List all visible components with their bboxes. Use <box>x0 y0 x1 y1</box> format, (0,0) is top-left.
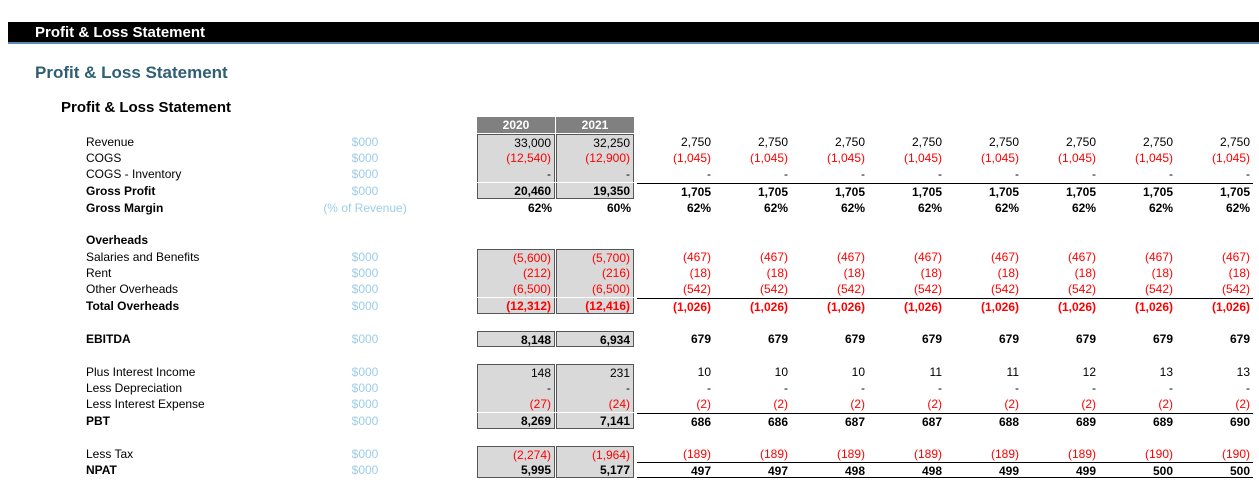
value-cell[interactable]: (18) <box>689 266 711 280</box>
table-row <box>0 364 1259 380</box>
value-cell[interactable]: - <box>1015 167 1019 181</box>
value-cell[interactable]: (542) <box>682 282 711 296</box>
value-cell[interactable]: 33,000 <box>477 134 555 150</box>
value-cell[interactable]: (1,026) <box>1099 298 1176 314</box>
value-cell[interactable]: (1,045) <box>980 151 1019 165</box>
value-cell[interactable]: 1,705 <box>1176 183 1253 199</box>
value-cell[interactable]: - <box>1092 381 1096 395</box>
section-title: Profit & Loss Statement <box>35 63 228 82</box>
value-cell[interactable]: 62% <box>1225 201 1250 215</box>
value-cell[interactable]: 686 <box>714 413 791 429</box>
value-cell[interactable]: 5,995 <box>477 462 555 478</box>
value-cell[interactable]: - <box>861 167 865 181</box>
value-cell[interactable]: (1,045) <box>1134 151 1173 165</box>
value-cell[interactable]: 687 <box>791 413 868 429</box>
value-cell[interactable]: - <box>1246 167 1250 181</box>
table-row <box>0 380 1259 396</box>
value-cell[interactable]: - <box>938 167 942 181</box>
value-cell[interactable]: 231 <box>556 364 634 380</box>
value-cell[interactable]: 10 <box>851 365 865 379</box>
row-unit: $000 <box>351 447 379 461</box>
value-cell[interactable]: 2,750 <box>1142 135 1173 149</box>
row-label: Less Tax <box>86 447 134 461</box>
value-cell[interactable]: - <box>707 381 711 395</box>
row-label: Salaries and Benefits <box>86 250 200 264</box>
row-unit: $000 <box>351 365 379 379</box>
value-cell[interactable]: (1,026) <box>945 298 1022 314</box>
row-unit: $000 <box>351 463 379 477</box>
value-cell[interactable]: 62% <box>686 201 711 215</box>
value-cell[interactable]: 1,705 <box>1022 183 1099 199</box>
table-row <box>0 396 1259 412</box>
table-row <box>0 166 1259 182</box>
value-cell[interactable]: (2) <box>1004 397 1019 411</box>
value-cell[interactable]: 32,250 <box>556 134 634 150</box>
row-unit: $000 <box>351 184 379 198</box>
value-cell[interactable]: - <box>556 166 634 182</box>
value-cell[interactable]: - <box>556 380 634 396</box>
value-cell[interactable]: (2) <box>696 397 711 411</box>
value-cell[interactable]: - <box>707 167 711 181</box>
year-header-2021: 2021 <box>556 117 634 133</box>
value-cell[interactable]: 689 <box>1099 413 1176 429</box>
row-label: Gross Margin <box>86 201 164 215</box>
value-cell[interactable]: (2) <box>1235 397 1250 411</box>
table-row <box>0 298 1259 314</box>
row-label: EBITDA <box>86 332 131 346</box>
value-cell[interactable]: 6,934 <box>556 331 634 347</box>
value-cell[interactable]: - <box>1246 381 1250 395</box>
value-cell[interactable]: 62% <box>1148 201 1173 215</box>
value-cell[interactable]: (18) <box>1228 266 1250 280</box>
value-cell[interactable]: (5,700) <box>556 249 634 265</box>
value-cell[interactable]: 498 <box>868 462 945 478</box>
row-label: Overheads <box>86 233 149 247</box>
row-unit: $000 <box>351 167 379 181</box>
table-row <box>0 413 1259 429</box>
value-cell[interactable]: (189) <box>990 447 1019 461</box>
value-cell[interactable]: (12,416) <box>556 298 634 314</box>
value-cell[interactable]: (1,026) <box>1176 298 1253 314</box>
row-label: COGS - Inventory <box>86 167 182 181</box>
table-row <box>0 331 1259 347</box>
row-label: Gross Profit <box>86 184 156 198</box>
row-label: Less Depreciation <box>86 381 183 395</box>
value-cell[interactable]: (18) <box>766 266 788 280</box>
value-cell[interactable]: (2) <box>1081 397 1096 411</box>
value-cell[interactable]: - <box>1092 167 1096 181</box>
row-label: Revenue <box>86 135 135 149</box>
value-cell[interactable]: 690 <box>1176 413 1253 429</box>
value-cell[interactable]: 1,705 <box>868 183 945 199</box>
row-unit: $000 <box>351 381 379 395</box>
value-cell[interactable]: (467) <box>759 250 788 264</box>
value-cell[interactable]: 62% <box>917 201 942 215</box>
value-cell[interactable]: (467) <box>682 250 711 264</box>
value-cell[interactable]: 5,177 <box>556 462 634 478</box>
value-cell[interactable]: 679 <box>1229 332 1250 346</box>
value-cell[interactable]: (18) <box>1074 266 1096 280</box>
value-cell[interactable]: (216) <box>556 265 634 281</box>
value-cell[interactable]: - <box>1015 381 1019 395</box>
value-cell[interactable]: 1,705 <box>637 183 714 199</box>
value-cell[interactable]: 148 <box>477 364 555 380</box>
value-cell[interactable]: 19,350 <box>556 183 634 199</box>
value-cell[interactable]: (18) <box>920 266 942 280</box>
row-unit: $000 <box>351 151 379 165</box>
value-cell[interactable]: (18) <box>1151 266 1173 280</box>
value-cell[interactable]: (1,045) <box>749 151 788 165</box>
value-cell[interactable]: (1,045) <box>826 151 865 165</box>
value-cell[interactable]: (542) <box>913 282 942 296</box>
row-unit: $000 <box>351 250 379 264</box>
value-cell[interactable]: - <box>1169 381 1173 395</box>
value-cell[interactable]: 13 <box>1159 365 1173 379</box>
value-cell[interactable]: (24) <box>556 396 634 412</box>
value-cell[interactable]: 60% <box>606 201 631 215</box>
row-unit: $000 <box>351 282 379 296</box>
year-header-2020: 2020 <box>477 117 555 133</box>
value-cell[interactable]: 10 <box>774 365 788 379</box>
value-cell[interactable]: 62% <box>527 201 552 215</box>
value-cell[interactable]: 62% <box>840 201 865 215</box>
value-cell[interactable]: 686 <box>637 413 714 429</box>
value-cell[interactable]: 500 <box>1099 462 1176 478</box>
table-row <box>0 232 1259 248</box>
value-cell[interactable]: (1,045) <box>903 151 942 165</box>
value-cell[interactable]: (2) <box>1158 397 1173 411</box>
value-cell[interactable]: 679 <box>690 332 711 346</box>
sheet-banner <box>8 22 1259 44</box>
value-cell[interactable]: (12,900) <box>556 150 634 166</box>
value-cell[interactable]: (18) <box>843 266 865 280</box>
table-row <box>0 200 1259 216</box>
table-row <box>0 150 1259 166</box>
value-cell[interactable]: 679 <box>1075 332 1096 346</box>
row-unit: $000 <box>351 332 379 346</box>
value-cell[interactable]: 10 <box>697 365 711 379</box>
value-cell[interactable]: (467) <box>990 250 1019 264</box>
value-cell[interactable]: (542) <box>1221 282 1250 296</box>
value-cell[interactable]: 1,705 <box>714 183 791 199</box>
value-cell[interactable]: 2,750 <box>757 135 788 149</box>
value-cell[interactable]: (542) <box>759 282 788 296</box>
value-cell[interactable]: 62% <box>994 201 1019 215</box>
value-cell[interactable]: (542) <box>1067 282 1096 296</box>
value-cell[interactable]: 11 <box>1006 365 1019 379</box>
value-cell[interactable]: (27) <box>477 396 555 412</box>
sub-title: Profit & Loss Statement <box>61 99 232 116</box>
value-cell[interactable]: (1,045) <box>1057 151 1096 165</box>
row-label: COGS <box>86 151 122 165</box>
value-cell[interactable]: (1,026) <box>637 298 714 314</box>
value-cell[interactable]: 2,750 <box>911 135 942 149</box>
row-label: NPAT <box>86 463 117 477</box>
value-cell[interactable]: 499 <box>1022 462 1099 478</box>
row-unit: $000 <box>351 414 379 428</box>
value-cell[interactable]: - <box>477 166 555 182</box>
value-cell[interactable]: (5,600) <box>477 249 555 265</box>
value-cell[interactable]: (190) <box>1221 447 1250 461</box>
value-cell[interactable]: (6,500) <box>556 281 634 297</box>
value-cell[interactable]: - <box>784 167 788 181</box>
row-unit: $000 <box>351 135 379 149</box>
value-cell[interactable]: - <box>784 381 788 395</box>
row-label: Total Overheads <box>86 299 180 313</box>
value-cell[interactable]: 2,750 <box>1219 135 1250 149</box>
row-label: Plus Interest Income <box>86 365 196 379</box>
value-cell[interactable]: 679 <box>1152 332 1173 346</box>
value-cell[interactable]: (2) <box>850 397 865 411</box>
value-cell[interactable]: (2) <box>927 397 942 411</box>
value-cell[interactable]: (467) <box>1067 250 1096 264</box>
value-cell[interactable]: - <box>477 380 555 396</box>
value-cell[interactable]: (1,045) <box>1211 151 1250 165</box>
value-cell[interactable]: (542) <box>990 282 1019 296</box>
value-cell[interactable]: (189) <box>913 447 942 461</box>
row-label: PBT <box>86 414 110 428</box>
value-cell[interactable]: 62% <box>763 201 788 215</box>
value-cell[interactable]: 687 <box>868 413 945 429</box>
table-row <box>0 462 1259 478</box>
value-cell[interactable]: 679 <box>998 332 1019 346</box>
value-cell[interactable]: 1,705 <box>791 183 868 199</box>
row-unit: $000 <box>351 266 379 280</box>
value-cell[interactable]: - <box>1169 167 1173 181</box>
value-cell[interactable]: - <box>938 381 942 395</box>
value-cell[interactable]: (189) <box>1067 447 1096 461</box>
value-cell[interactable]: (542) <box>836 282 865 296</box>
value-cell[interactable]: 8,269 <box>477 413 555 429</box>
value-cell[interactable]: (1,964) <box>556 446 634 462</box>
row-label: Other Overheads <box>86 282 179 296</box>
table-row <box>0 265 1259 281</box>
table-row <box>0 249 1259 265</box>
value-cell[interactable]: 497 <box>637 462 714 478</box>
value-cell[interactable]: 2,750 <box>834 135 865 149</box>
value-cell[interactable]: (1,026) <box>791 298 868 314</box>
value-cell[interactable]: 679 <box>921 332 942 346</box>
value-cell[interactable]: 688 <box>945 413 1022 429</box>
value-cell[interactable]: 7,141 <box>556 413 634 429</box>
table-row <box>0 446 1259 462</box>
value-cell[interactable]: 2,750 <box>1065 135 1096 149</box>
value-cell[interactable]: 2,750 <box>680 135 711 149</box>
row-unit: $000 <box>351 397 379 411</box>
value-cell[interactable]: 2,750 <box>988 135 1019 149</box>
value-cell[interactable]: 1,705 <box>945 183 1022 199</box>
value-cell[interactable]: (12,312) <box>477 298 555 314</box>
value-cell[interactable]: (18) <box>997 266 1019 280</box>
row-unit: (% of Revenue) <box>323 201 407 215</box>
value-cell[interactable]: (467) <box>1144 250 1173 264</box>
value-cell[interactable]: 8,148 <box>477 331 555 347</box>
value-cell[interactable]: (189) <box>759 447 788 461</box>
value-cell[interactable]: 689 <box>1022 413 1099 429</box>
value-cell[interactable]: 679 <box>844 332 865 346</box>
value-cell[interactable]: 1,705 <box>1099 183 1176 199</box>
value-cell[interactable]: - <box>861 381 865 395</box>
table-row <box>0 134 1259 150</box>
value-cell[interactable]: (1,026) <box>714 298 791 314</box>
value-cell[interactable]: 11 <box>929 365 942 379</box>
value-cell[interactable]: (2,274) <box>477 446 555 462</box>
value-cell[interactable]: (467) <box>836 250 865 264</box>
value-cell[interactable]: (189) <box>836 447 865 461</box>
banner-title: Profit & Loss Statement <box>35 24 206 41</box>
value-cell[interactable]: 12 <box>1082 365 1096 379</box>
value-cell[interactable]: (1,026) <box>868 298 945 314</box>
value-cell[interactable]: (1,045) <box>672 151 711 165</box>
value-cell[interactable]: (467) <box>1221 250 1250 264</box>
table-row <box>0 183 1259 199</box>
value-cell[interactable]: (542) <box>1144 282 1173 296</box>
value-cell[interactable]: (1,026) <box>1022 298 1099 314</box>
value-cell[interactable]: 679 <box>767 332 788 346</box>
value-cell[interactable]: (12,540) <box>477 150 555 166</box>
table-row <box>0 281 1259 297</box>
row-label: Rent <box>86 266 112 280</box>
value-cell[interactable]: (6,500) <box>477 281 555 297</box>
value-cell[interactable]: 62% <box>1071 201 1096 215</box>
value-cell[interactable]: 498 <box>791 462 868 478</box>
value-cell[interactable]: (467) <box>913 250 942 264</box>
value-cell[interactable]: (2) <box>773 397 788 411</box>
value-cell[interactable]: (189) <box>682 447 711 461</box>
value-cell[interactable]: (190) <box>1144 447 1173 461</box>
row-unit: $000 <box>351 299 379 313</box>
value-cell[interactable]: 13 <box>1236 365 1250 379</box>
value-cell[interactable]: (212) <box>477 265 555 281</box>
value-cell[interactable]: 499 <box>945 462 1022 478</box>
value-cell[interactable]: 497 <box>714 462 791 478</box>
row-label: Less Interest Expense <box>86 397 205 411</box>
value-cell[interactable]: 20,460 <box>477 183 555 199</box>
value-cell[interactable]: 500 <box>1176 462 1253 478</box>
